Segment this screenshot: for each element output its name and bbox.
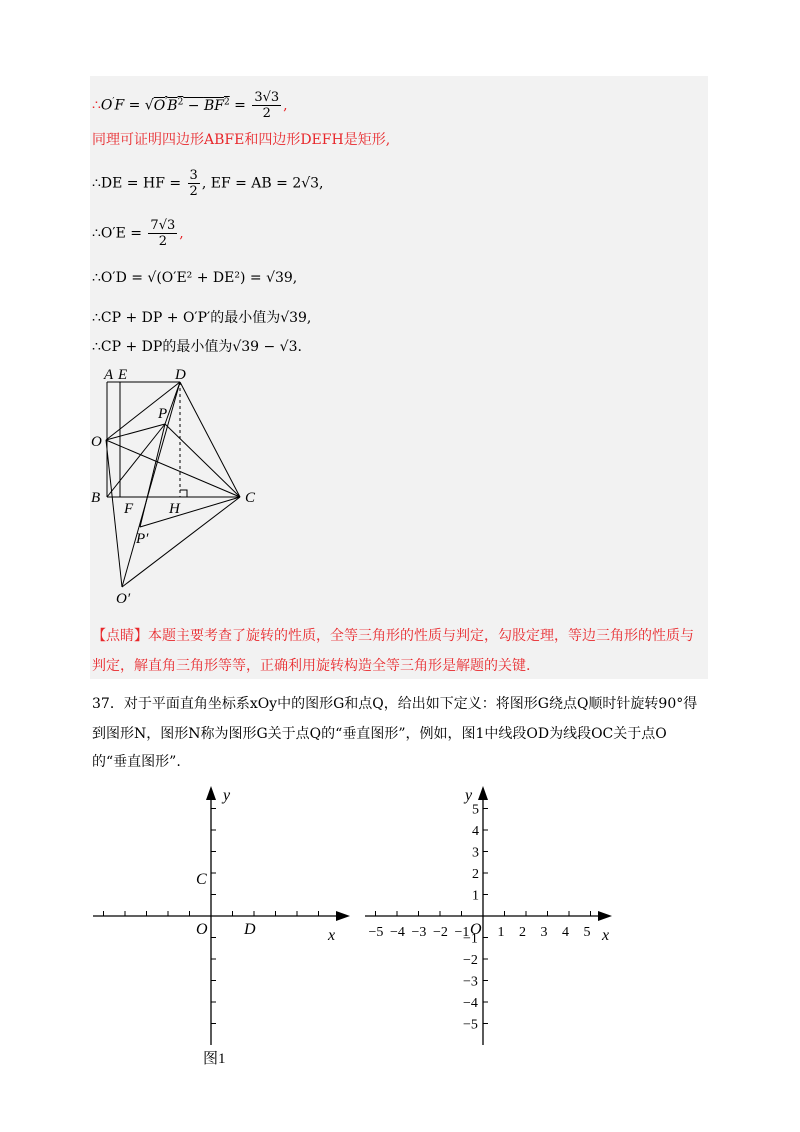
label-P-prime: P′	[136, 531, 149, 547]
label-B: B	[91, 490, 101, 506]
label-O-prime: O′	[116, 591, 131, 607]
coordinate-graph-1	[88, 780, 358, 1070]
label-H: H	[169, 501, 180, 517]
comment-line-1: 【点睛】本题主要考查了旋转的性质，全等三角形的性质与判定，勾股定理，等边三角形的性质与	[92, 628, 694, 644]
graph2-y-tick-label: −5	[463, 1017, 478, 1033]
solution-line-2: 同理可证明四边形ABFE和四边形DEFH是矩形,	[92, 132, 391, 148]
graph2-x-tick-label: 3	[540, 925, 548, 940]
graph2-origin-label: O	[470, 921, 482, 938]
label-P: P	[158, 406, 168, 422]
geometry-figure	[90, 362, 270, 607]
graph1-caption: 图1	[203, 1051, 226, 1067]
solution-line-4: ∴O′E = $\frac{7√3}{2}$ ,	[92, 218, 184, 249]
graph2-x-label: x	[602, 927, 610, 944]
graph2-x-tick-label: 5	[583, 925, 591, 940]
graph2-x-tick-label: 2	[519, 925, 526, 940]
graph2-x-tick-label: 4	[562, 925, 569, 940]
fraction-denominator: 2	[262, 106, 271, 121]
graph1-point-C: C	[196, 871, 207, 888]
label-D: D	[175, 367, 186, 383]
solution-line-3: ∴DE = HF = $\frac{3}{2}$ , EF = AB = 2√3,	[92, 168, 324, 199]
graph2-y-tick-label: 4	[472, 824, 479, 839]
graph1-x-label: x	[328, 927, 336, 944]
solution-line-1: ∴O′F = $√O'B^2 - BF^2$ = $\frac{3√3}{2}$ ,	[92, 90, 288, 121]
problem-line-3: 的“垂直图形”.	[92, 754, 181, 770]
graph1-y-label: y	[223, 787, 231, 804]
graph2-x-tick-label: 1	[497, 925, 505, 940]
label-A: A	[104, 367, 114, 383]
comment-line-2: 判定，解直角三角形等等，正确利用旋转构造全等三角形是解题的关键.	[92, 658, 531, 674]
graph1-point-D: D	[244, 921, 256, 938]
problem-line-2: 到图形N，图形N称为图形G关于点Q的“垂直图形”，例如，图1中线段OD为线段OC关于点O	[92, 726, 667, 742]
graph2-y-tick-label: −3	[463, 974, 478, 990]
graph2-y-tick-label: 2	[472, 867, 479, 882]
graph2-y-tick-label: −2	[463, 953, 478, 968]
solution-line-5: ∴O′D = √(O′E² + DE²) = √39,	[92, 270, 298, 286]
solution-line-7: ∴CP + DP的最小值为√39 − √3.	[92, 339, 302, 355]
problem-line-1: 37．对于平面直角坐标系xOy中的图形G和点Q，给出如下定义：将图形G绕点Q顺时针旋转90°得	[92, 696, 698, 712]
solution-line-6: ∴CP + DP + O′P′的最小值为√39,	[92, 310, 312, 326]
graph2-x-tick-label: −5	[368, 925, 384, 940]
graph2-y-tick-label: 5	[472, 802, 479, 818]
label-O: O	[91, 434, 102, 450]
graph2-y-tick-label: −4	[463, 996, 478, 1011]
graph1-origin-label: O	[196, 921, 208, 938]
coordinate-graph-2	[360, 780, 620, 1060]
graph2-x-tick-label: −4	[390, 925, 405, 940]
graph2-y-tick-label: 1	[472, 888, 479, 904]
graph2-y-tick-label: 3	[472, 845, 479, 861]
graph2-y-tick-label: −1	[463, 931, 478, 947]
fraction-numerator: 3√3	[254, 90, 280, 105]
label-C: C	[245, 490, 256, 506]
graph2-x-tick-label: −2	[433, 925, 448, 940]
graph2-x-tick-label: −3	[411, 925, 427, 940]
graph2-x-tick-label: −1	[454, 925, 470, 940]
graph2-y-label: y	[465, 787, 473, 804]
label-E: E	[118, 367, 128, 383]
label-F: F	[124, 501, 134, 517]
